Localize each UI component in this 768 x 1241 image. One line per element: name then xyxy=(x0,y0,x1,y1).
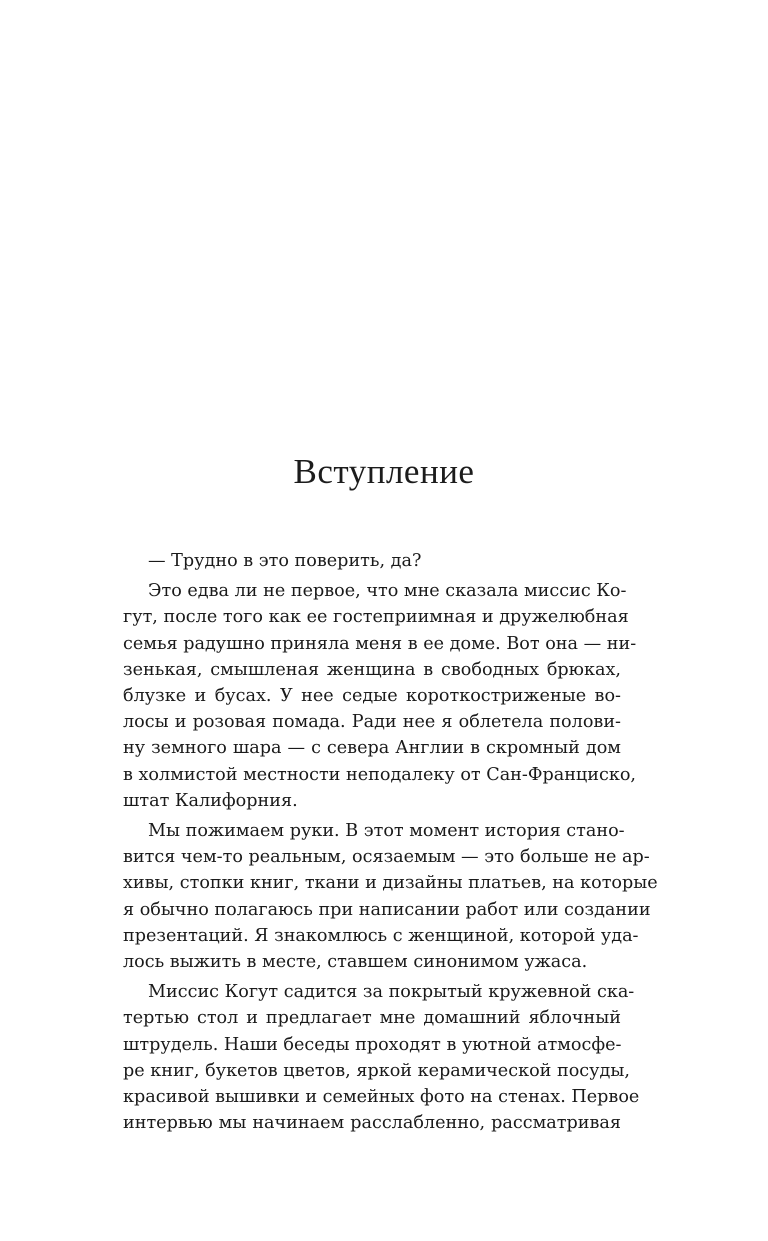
text-line: ну земного шара — с севера Англии в скромный дом xyxy=(123,738,621,759)
text-line: тертью стол и предлагает мне домашний яблочный xyxy=(123,1008,621,1029)
text-line: — Трудно в это поверить, да? xyxy=(148,551,422,571)
text-line: интервью мы начинаем расслабленно, рассматривая xyxy=(123,1113,621,1134)
text-line: блузке и бусах. У нее седые короткостриженые во- xyxy=(123,686,621,707)
text-line: хивы, стопки книг, ткани и дизайны платьев, на которые xyxy=(123,873,658,894)
body-text xyxy=(123,548,658,1136)
paragraph-3 xyxy=(123,818,658,975)
text-line: штат Калифорния. xyxy=(123,790,298,811)
text-line: Это едва ли не первое, что мне сказала миссис Ко- xyxy=(148,581,627,602)
text-line: штрудель. Наши беседы проходят в уютной атмосфе- xyxy=(123,1034,622,1055)
text-line: презентаций. Я знакомлюсь с женщиной, которой уда- xyxy=(123,925,639,946)
text-line: красивой вышивки и семейных фото на стенах. Первое xyxy=(123,1087,640,1108)
text-line: Миссис Когут садится за покрытый кружевной ска- xyxy=(148,982,635,1003)
text-line: вится чем-то реальным, осязаемым — это больше не ар- xyxy=(123,847,650,868)
text-line: Мы пожимаем руки. В этот момент история стано- xyxy=(148,821,625,842)
paragraph-1 xyxy=(148,548,621,574)
text-line: лось выжить в месте, ставшем синонимом ужаса. xyxy=(123,952,588,973)
text-line: в холмистой местности неподалеку от Сан-Франциско, xyxy=(123,764,637,785)
text-line: семья радушно приняла меня в ее доме. Вот она — ни- xyxy=(123,633,637,654)
text-line: ре книг, букетов цветов, яркой керамической посуды, xyxy=(123,1060,630,1081)
text-line: зенькая, смышленая женщина в свободных брюках, xyxy=(123,659,621,680)
chapter-title: Вступление xyxy=(293,452,475,491)
text-line: я обычно полагаюсь при написании работ или создании xyxy=(123,899,651,920)
paragraph-4 xyxy=(123,979,640,1136)
paragraph-2 xyxy=(123,578,637,814)
text-line: лосы и розовая помада. Ради нее я облетела полови- xyxy=(123,712,621,733)
text-line: гут, после того как ее гостеприимная и дружелюбная xyxy=(123,607,629,628)
